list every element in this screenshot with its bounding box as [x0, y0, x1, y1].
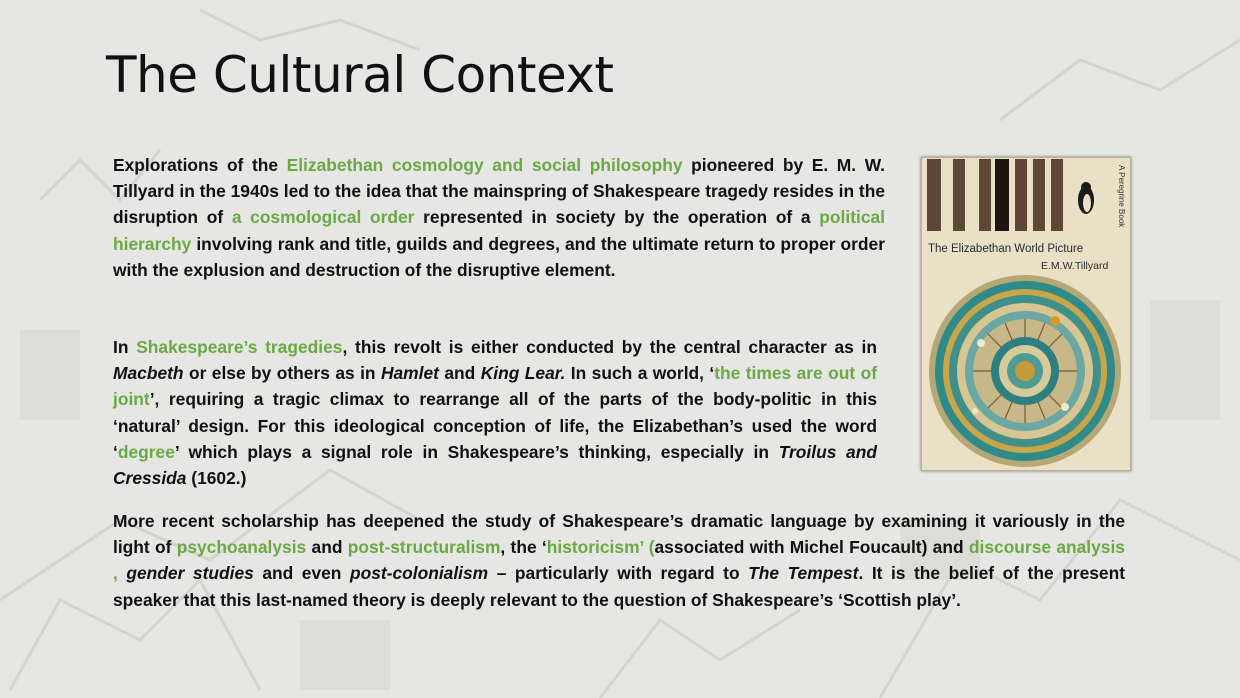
- highlight-cosmological-order: a cosmological order: [231, 207, 415, 228]
- highlight-discourse-analysis: discourse analysis ,: [113, 537, 1125, 584]
- book-cover-image: [921, 157, 1131, 471]
- highlight-degree: degree: [117, 441, 175, 462]
- highlight-historicism: historicism’ (: [546, 537, 655, 558]
- paragraph-tillyard: Explorations of the Elizabethan cosmology and social philosophy pioneered by E. M. W. Tillyard in the 1940s led to the idea that the mainspring of Shakespeare tragedy resides in the disruption of a cosmological order represented in society by the operation of a political hierarchy involving rank and title, guilds and degrees, and the ultimate return to proper order with the explusion and destruction of the disruptive element.: [113, 155, 885, 280]
- cover-author: E.M.W.Tillyard: [1041, 260, 1109, 272]
- highlight-psychoanalysis: psychoanalysis: [176, 537, 307, 558]
- paragraph-scholarship: More recent scholarship has deepened the study of Shakespeare’s dramatic language by examining it variously in the light of psychoanalysis and post-structuralism, the ‘historicism’ (associated with Michel Foucault) and discourse analysis , gender studies and even post-colonialism – particularly with regard to The Tempest. It is the belief of the present speaker that this last-named theory is deeply relevant to the question of Shakespeare’s ‘Scottish play’.: [113, 511, 1125, 610]
- cover-title: The Elizabethan World Picture: [928, 243, 1084, 255]
- cosmos-diagram: [929, 275, 1121, 467]
- slide-title: The Cultural Context: [106, 46, 614, 104]
- highlight-post-structuralism: post-structuralism: [347, 537, 501, 558]
- highlight-political-hierarchy: political hierarchy: [113, 207, 885, 254]
- highlight-times-out-of-joint: the times are out of joint: [113, 363, 877, 410]
- paragraph-tragedies: In Shakespeare’s tragedies, this revolt is either conducted by the central character as in Macbeth or else by others as in Hamlet and King Lear. In such a world, ‘the times are out of joint’, requiring a tragic climax to rearrange all of the parts of the body-politic in this ‘natural’ design. For this ideological conception of life, the Elizabethan’s used the word ‘degree’ which plays a signal role in Shakespeare’s thinking, especially in Troilus and Cressida (1602.): [113, 337, 877, 489]
- highlight-tragedies: Shakespeare’s tragedies: [136, 337, 343, 357]
- cover-series: A Peregrine Book: [1117, 165, 1126, 228]
- highlight-cosmology: Elizabethan cosmology and social philosophy: [286, 155, 683, 175]
